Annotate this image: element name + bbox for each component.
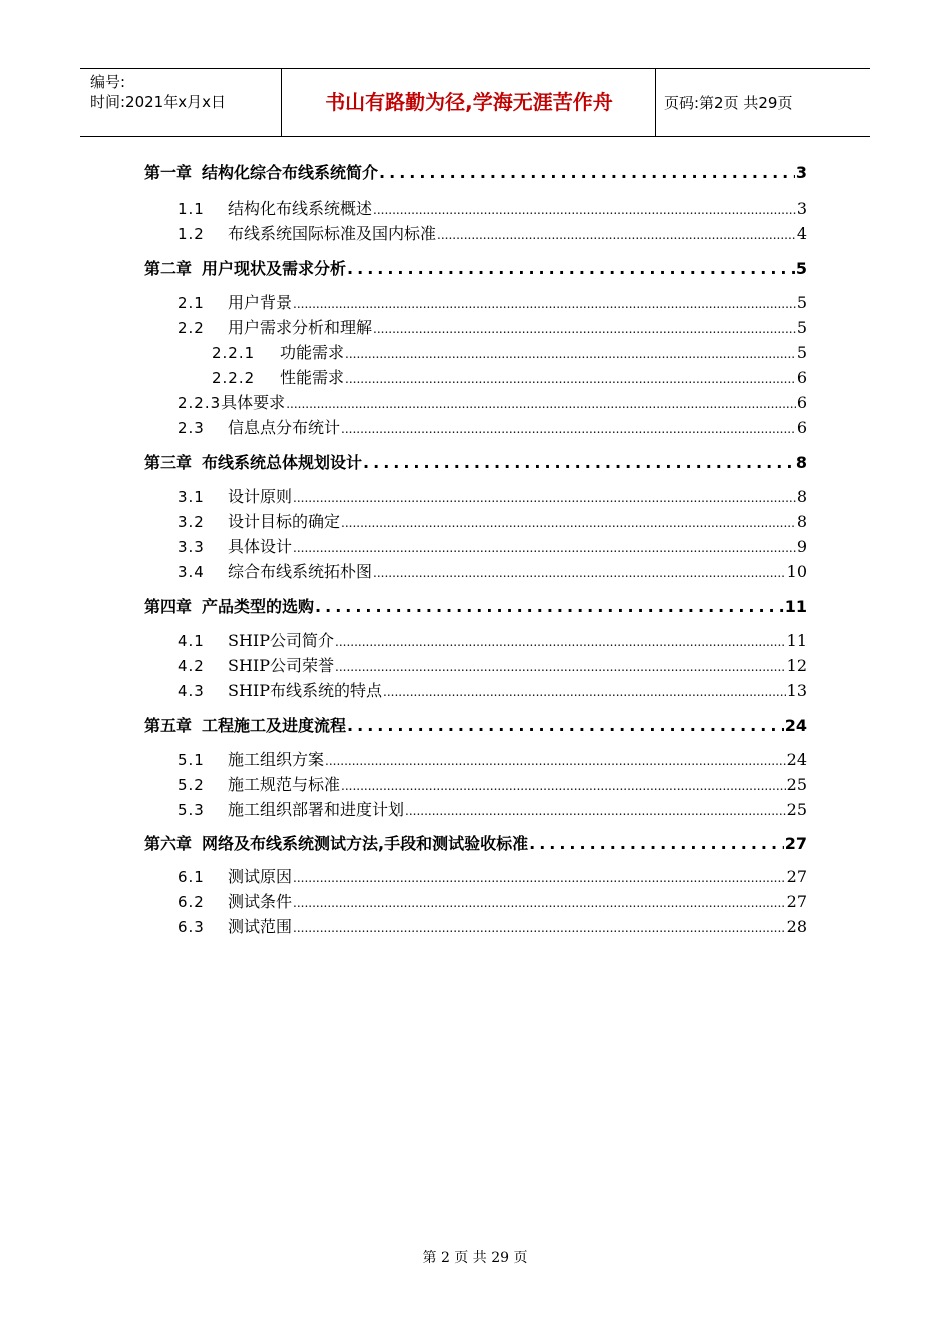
toc-section-entry[interactable]	[212, 365, 807, 388]
toc-entry-page: 11	[784, 597, 807, 616]
toc-chapter-entry[interactable]	[144, 831, 807, 854]
toc-entry-number: 4.2	[178, 657, 205, 675]
toc-entry-page: 3	[795, 163, 807, 182]
toc-dot-leader	[293, 896, 786, 910]
header-page-info: 页码:第2页 共29页	[664, 94, 793, 112]
toc-dot-leader	[335, 660, 786, 674]
toc-section-entry[interactable]	[178, 315, 807, 338]
toc-entry-number: 3.1	[178, 488, 205, 506]
toc-entry-page: 5	[796, 293, 807, 312]
toc-entry-number: 3.4	[178, 563, 205, 581]
header-number-label: 编号:	[90, 73, 126, 91]
toc-section-entry[interactable]	[178, 290, 807, 313]
toc-entry-title: 结构化布线系统概述	[228, 199, 373, 218]
toc-entry-title: 施工规范与标准	[228, 775, 341, 794]
toc-dot-leader	[373, 203, 796, 217]
toc-entry-page: 24	[786, 750, 807, 769]
toc-dot-leader	[383, 685, 786, 699]
toc-dot-leader	[341, 422, 796, 436]
toc-entry-number: 第四章	[144, 597, 193, 616]
toc-dot-leader	[379, 163, 795, 182]
header-divider-right	[655, 69, 656, 136]
toc-entry-page: 25	[786, 775, 807, 794]
toc-section-entry[interactable]	[178, 221, 807, 244]
toc-entry-title: 性能需求	[280, 368, 345, 387]
toc-entry-title: 用户现状及需求分析	[202, 259, 347, 278]
toc-entry-number: 3.3	[178, 538, 205, 556]
toc-section-entry[interactable]	[178, 390, 807, 413]
toc-entry-title: SHIP公司简介	[228, 631, 335, 650]
toc-entry-page: 8	[795, 453, 807, 472]
toc-entry-title: 功能需求	[280, 343, 345, 362]
toc-entry-page: 11	[786, 631, 807, 650]
toc-entry-title: 结构化综合布线系统简介	[202, 163, 379, 182]
toc-dot-leader	[325, 754, 786, 768]
toc-entry-page: 6	[796, 393, 807, 412]
toc-entry-page: 8	[796, 512, 807, 531]
toc-dot-leader	[345, 372, 796, 386]
toc-dot-leader	[347, 716, 784, 735]
toc-entry-page: 5	[795, 259, 807, 278]
toc-entry-title: 网络及布线系统测试方法,手段和测试验收标准	[202, 834, 529, 853]
toc-section-entry[interactable]	[212, 340, 807, 363]
toc-entry-title: 测试范围	[228, 917, 293, 936]
toc-entry-page: 5	[796, 343, 807, 362]
toc-entry-number: 5.3	[178, 801, 205, 819]
toc-entry-number: 第六章	[144, 834, 193, 853]
toc-entry-title: 用户背景	[228, 293, 293, 312]
toc-entry-page: 4	[796, 224, 807, 243]
toc-entry-page: 10	[786, 562, 807, 581]
toc-entry-title: 用户需求分析和理解	[228, 318, 373, 337]
toc-dot-leader	[315, 597, 784, 616]
toc-entry-page: 27	[786, 867, 807, 886]
header-meta	[90, 72, 226, 112]
toc-chapter-entry[interactable]	[144, 256, 807, 279]
toc-entry-number: 4.3	[178, 682, 205, 700]
toc-entry-page: 27	[784, 834, 807, 853]
toc-entry-title: SHIP布线系统的特点	[228, 681, 383, 700]
toc-chapter-entry[interactable]	[144, 160, 807, 183]
toc-section-entry[interactable]	[178, 797, 807, 820]
toc-section-entry[interactable]	[178, 628, 807, 651]
page-footer: 第 2 页 共 29 页	[422, 1250, 528, 1266]
header-top-rule	[80, 68, 870, 69]
toc-dot-leader	[405, 804, 786, 818]
toc-entry-title: 施工组织部署和进度计划	[228, 800, 405, 819]
toc-entry-number: 2.2.1	[212, 344, 256, 362]
toc-entry-title: 施工组织方案	[228, 750, 325, 769]
toc-entry-page: 9	[796, 537, 807, 556]
toc-entry-page: 3	[796, 199, 807, 218]
toc-dot-leader	[293, 297, 796, 311]
toc-dot-leader	[345, 347, 796, 361]
toc-section-entry[interactable]	[178, 484, 807, 507]
toc-entry-title: 具体要求	[221, 393, 286, 412]
header-bottom-rule	[80, 136, 870, 137]
toc-section-entry[interactable]	[178, 747, 807, 770]
toc-dot-leader	[293, 541, 796, 555]
toc-entry-number: 4.1	[178, 632, 205, 650]
toc-section-entry[interactable]	[178, 653, 807, 676]
header-motto: 书山有路勤为径,学海无涯苦作舟	[325, 90, 613, 114]
toc-dot-leader	[293, 491, 796, 505]
toc-entry-page: 27	[786, 892, 807, 911]
toc-chapter-entry[interactable]	[144, 713, 807, 736]
toc-entry-number: 2.2	[178, 319, 205, 337]
toc-dot-leader	[293, 921, 786, 935]
toc-dot-leader	[363, 453, 795, 472]
toc-section-entry[interactable]	[178, 864, 807, 887]
toc-section-entry[interactable]	[178, 772, 807, 795]
toc-entry-title: 布线系统国际标准及国内标准	[228, 224, 437, 243]
toc-entry-number: 6.3	[178, 918, 205, 936]
toc-dot-leader	[341, 779, 786, 793]
toc-entry-number: 2.2.3	[178, 394, 222, 412]
header-date-label: 时间:2021年x月x日	[90, 93, 226, 111]
toc-entry-page: 6	[796, 418, 807, 437]
toc-entry-number: 6.1	[178, 868, 205, 886]
toc-chapter-entry[interactable]	[144, 594, 807, 617]
toc-entry-title: 信息点分布统计	[228, 418, 341, 437]
toc-section-entry[interactable]	[178, 889, 807, 912]
toc-dot-leader	[335, 635, 786, 649]
toc-entry-title: 具体设计	[228, 537, 293, 556]
toc-dot-leader	[373, 322, 796, 336]
toc-section-entry[interactable]	[178, 415, 807, 438]
toc-entry-title: SHIP公司荣誉	[228, 656, 335, 675]
toc-section-entry[interactable]	[178, 509, 807, 532]
toc-dot-leader	[373, 566, 786, 580]
toc-entry-number: 2.2.2	[212, 369, 256, 387]
toc-entry-number: 1.2	[178, 225, 205, 243]
toc-entry-title: 工程施工及进度流程	[202, 716, 347, 735]
toc-entry-title: 设计原则	[228, 487, 293, 506]
toc-entry-number: 3.2	[178, 513, 205, 531]
toc-entry-page: 5	[796, 318, 807, 337]
toc-entry-page: 24	[784, 716, 807, 735]
toc-entry-number: 2.1	[178, 294, 205, 312]
toc-entry-title: 测试原因	[228, 867, 293, 886]
toc-entry-number: 第二章	[144, 259, 193, 278]
toc-dot-leader	[437, 228, 796, 242]
toc-entry-title: 布线系统总体规划设计	[202, 453, 363, 472]
toc-entry-title: 综合布线系统拓朴图	[228, 562, 373, 581]
toc-entry-page: 25	[786, 800, 807, 819]
toc-entry-page: 6	[796, 368, 807, 387]
toc-entry-number: 6.2	[178, 893, 205, 911]
toc-entry-page: 12	[786, 656, 807, 675]
toc-section-entry[interactable]	[178, 559, 807, 582]
toc-entry-title: 测试条件	[228, 892, 293, 911]
toc-chapter-entry[interactable]	[144, 450, 807, 473]
toc-entry-page: 8	[796, 487, 807, 506]
toc-dot-leader	[529, 834, 784, 853]
toc-dot-leader	[347, 259, 795, 278]
toc-entry-number: 5.1	[178, 751, 205, 769]
toc-entry-number: 第三章	[144, 453, 193, 472]
toc-entry-title: 产品类型的选购	[202, 597, 315, 616]
toc-section-entry[interactable]	[178, 678, 807, 701]
toc-entry-page: 28	[786, 917, 807, 936]
toc-section-entry[interactable]	[178, 914, 807, 937]
toc-entry-number: 第五章	[144, 716, 193, 735]
toc-dot-leader	[286, 397, 796, 411]
toc-dot-leader	[293, 871, 786, 885]
toc-entry-page: 13	[786, 681, 807, 700]
toc-dot-leader	[341, 516, 796, 530]
header-divider-left	[281, 69, 282, 136]
toc-entry-number: 2.3	[178, 419, 205, 437]
toc-entry-title: 设计目标的确定	[228, 512, 341, 531]
toc-section-entry[interactable]	[178, 534, 807, 557]
toc-section-entry[interactable]	[178, 196, 807, 219]
toc-entry-number: 1.1	[178, 200, 205, 218]
toc-entry-number: 5.2	[178, 776, 205, 794]
toc-entry-number: 第一章	[144, 163, 193, 182]
